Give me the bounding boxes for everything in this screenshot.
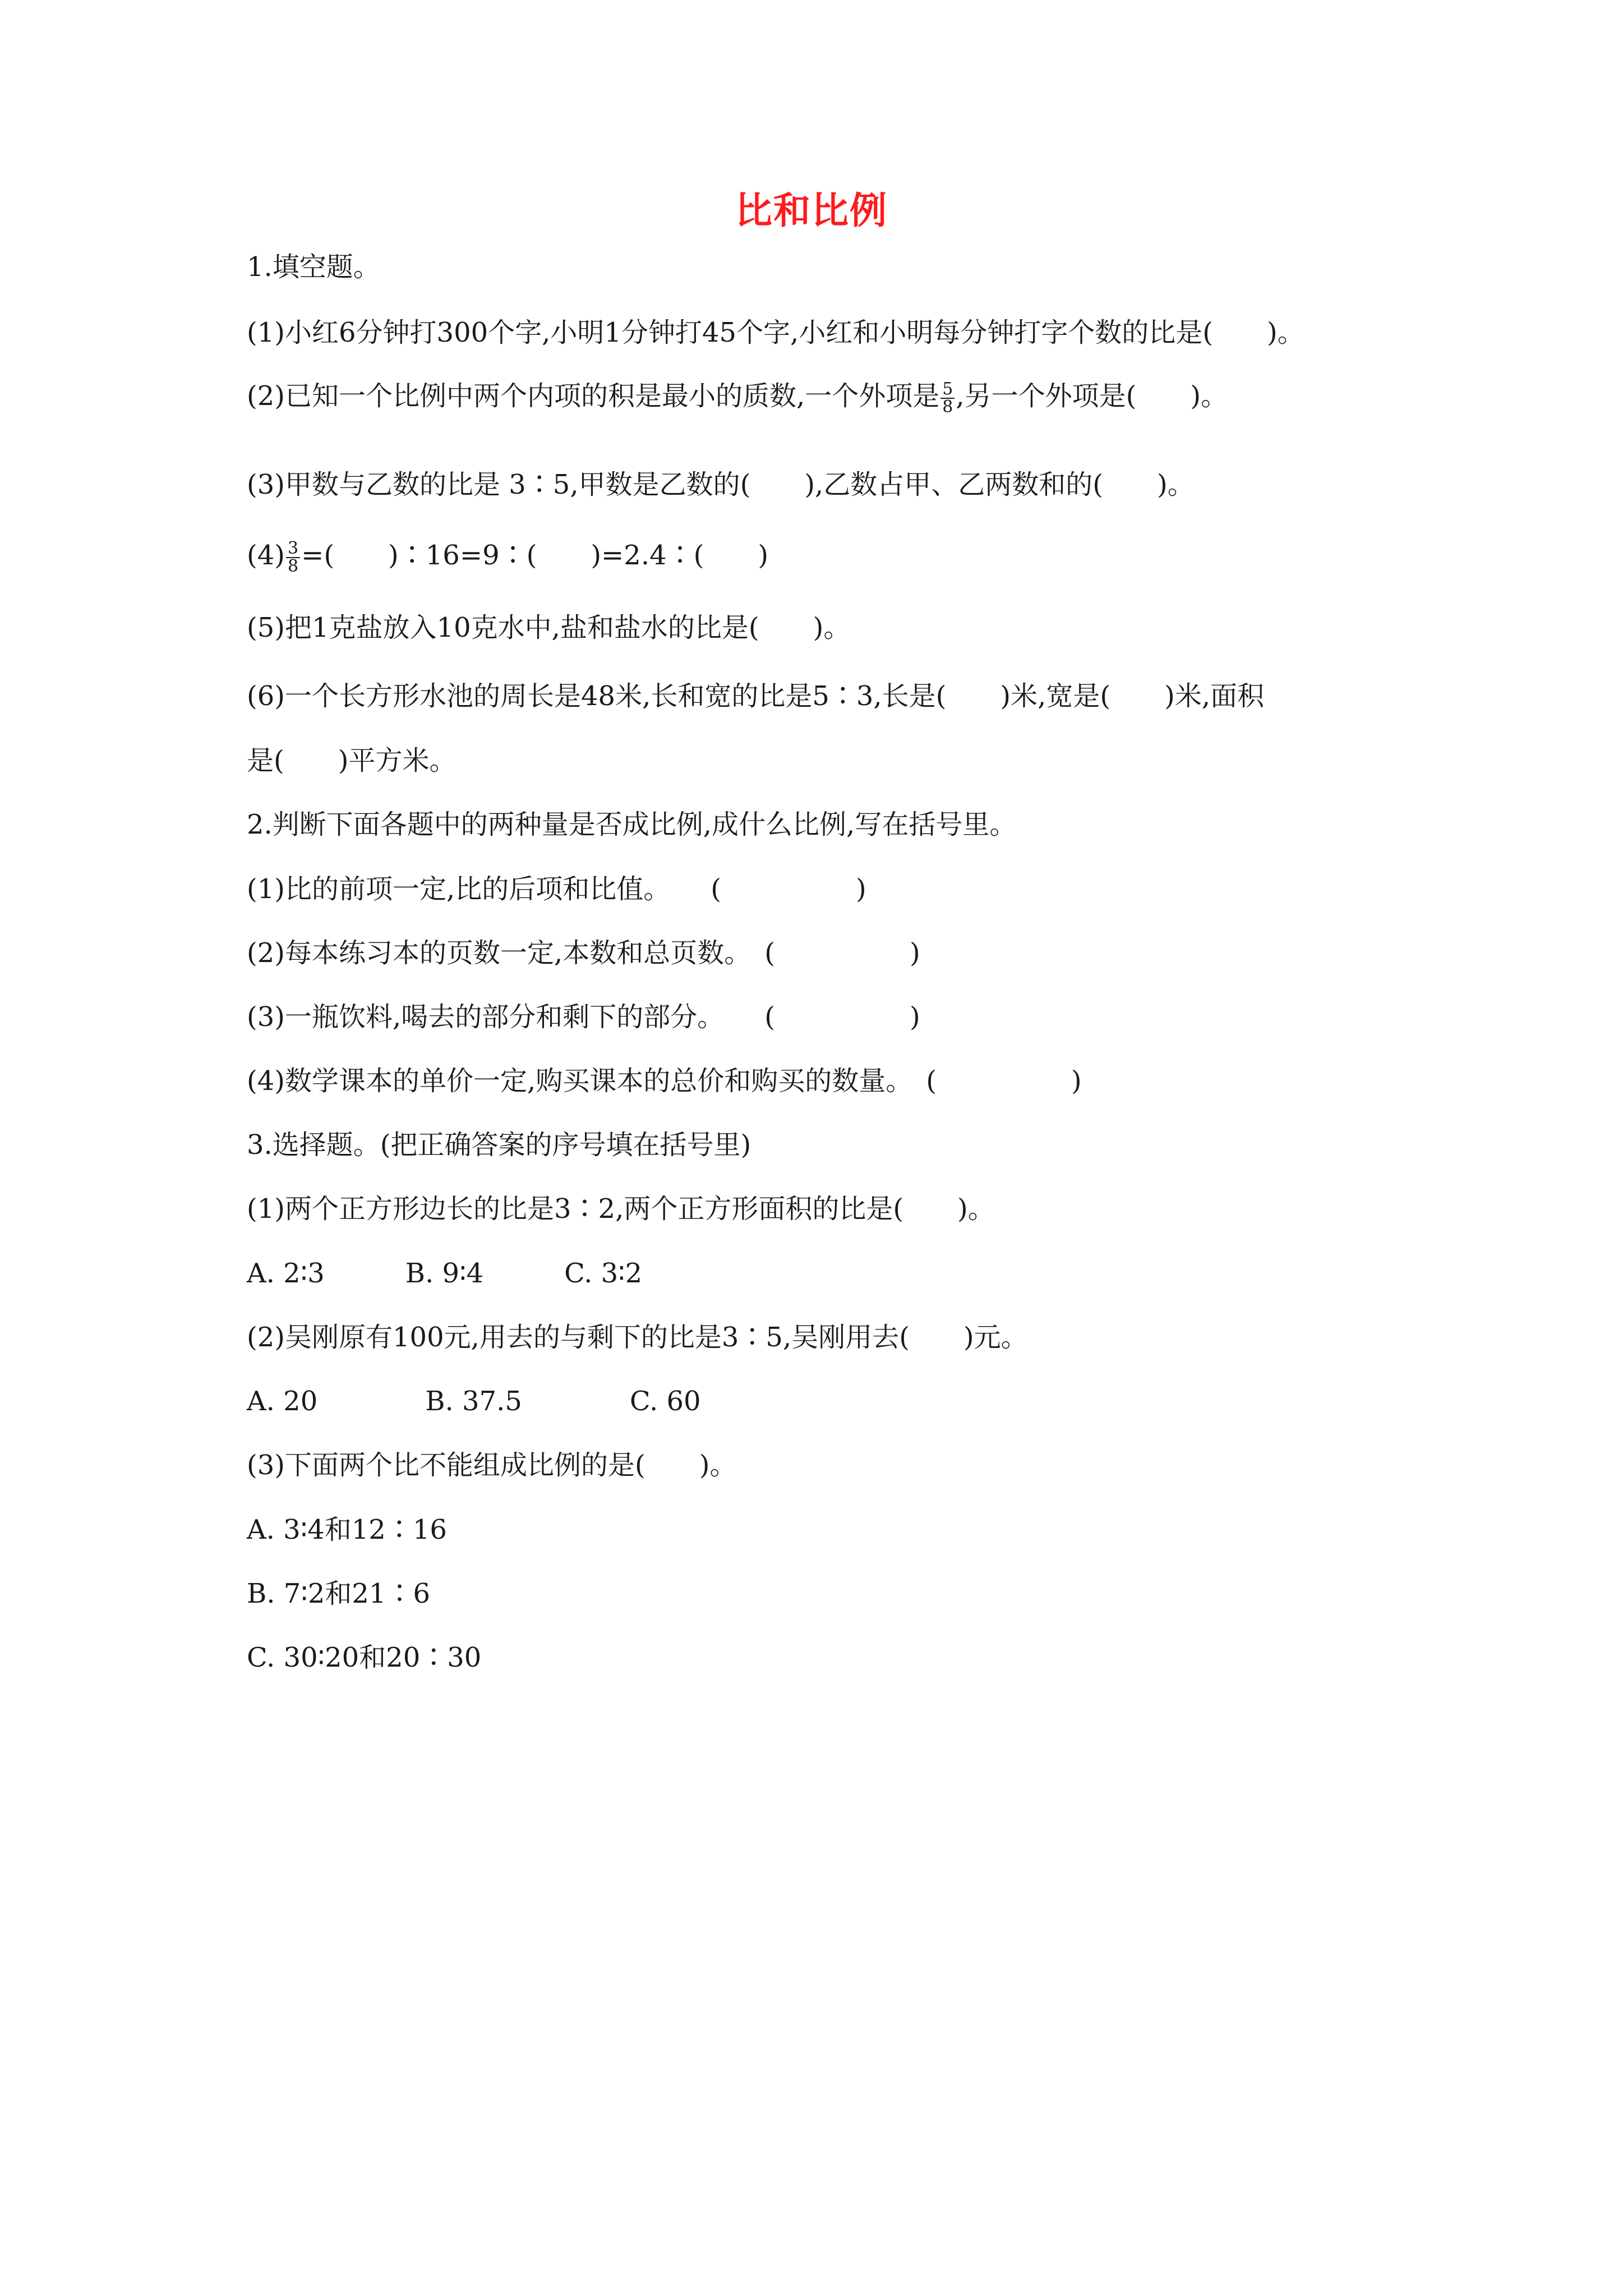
question-1-4 [247, 539, 768, 575]
page-title: 比和比例 [735, 189, 888, 232]
question-3-3-option-a: A. 3∶4和12∶16 [247, 1514, 447, 1545]
question-3-1: (1)两个正方形边长的比是3∶2,两个正方形面积的比是( )。 [247, 1193, 995, 1225]
question-1-1: (1)小红6分钟打300个字,小明1分钟打45个字,小红和小明每分钟打字个数的比是( )。 [247, 317, 1304, 348]
question-2-4: (4)数学课本的单价一定,购买课本的总价和购买的数量。 ( ) [247, 1065, 1082, 1097]
question-1-4-text-a: (4) [247, 540, 285, 571]
question-2-1: (1)比的前项一定,比的后项和比值。 ( ) [247, 873, 866, 905]
question-1-4-text-b: =( )∶16=9∶( )=2.4∶( ) [301, 540, 769, 571]
fraction-numerator: 5 [940, 381, 955, 399]
question-1-6-line-1: (6)一个长方形水池的周长是48米,长和宽的比是5∶3,长是( )米,宽是( )米,面积 [247, 680, 1265, 712]
question-2-3: (3)一瓶饮料,喝去的部分和剩下的部分。 ( ) [247, 1001, 920, 1033]
section-1-heading: 1.填空题。 [247, 251, 380, 283]
question-3-3: (3)下面两个比不能组成比例的是( )。 [247, 1450, 737, 1481]
fraction-3-8 [286, 540, 300, 575]
question-1-2-text-b: ,另一个外项是( )。 [956, 380, 1228, 412]
question-1-3: (3)甲数与乙数的比是 3∶5,甲数是乙数的( ),乙数占甲、乙两数和的( )。 [247, 469, 1195, 500]
question-3-2: (2)吴刚原有100元,用去的与剩下的比是3∶5,吴刚用去( )元。 [247, 1322, 1028, 1353]
question-2-2: (2)每本练习本的页数一定,本数和总页数。 ( ) [247, 937, 920, 969]
fraction-denominator: 8 [288, 556, 299, 576]
section-2-heading: 2.判断下面各题中的两种量是否成比例,成什么比例,写在括号里。 [247, 809, 1017, 840]
question-3-2-options: A. 20 B. 37.5 C. 60 [247, 1386, 701, 1417]
question-3-1-options: A. 2∶3 B. 9∶4 C. 3∶2 [247, 1258, 643, 1289]
section-3-heading: 3.选择题。(把正确答案的序号填在括号里) [247, 1129, 751, 1161]
question-3-3-option-c: C. 30∶20和20∶30 [247, 1642, 482, 1673]
fraction-denominator: 8 [942, 397, 953, 417]
question-1-6-line-2: 是( )平方米。 [247, 745, 457, 776]
question-1-2-text-a: (2)已知一个比例中两个内项的积是最小的质数,一个外项是 [247, 380, 940, 412]
fraction-numerator: 3 [286, 540, 300, 558]
question-1-2 [247, 379, 1228, 416]
question-3-3-option-b: B. 7∶2和21∶6 [247, 1578, 430, 1609]
question-1-5: (5)把1克盐放入10克水中,盐和盐水的比是( )。 [247, 612, 851, 643]
fraction-5-8 [940, 381, 955, 416]
